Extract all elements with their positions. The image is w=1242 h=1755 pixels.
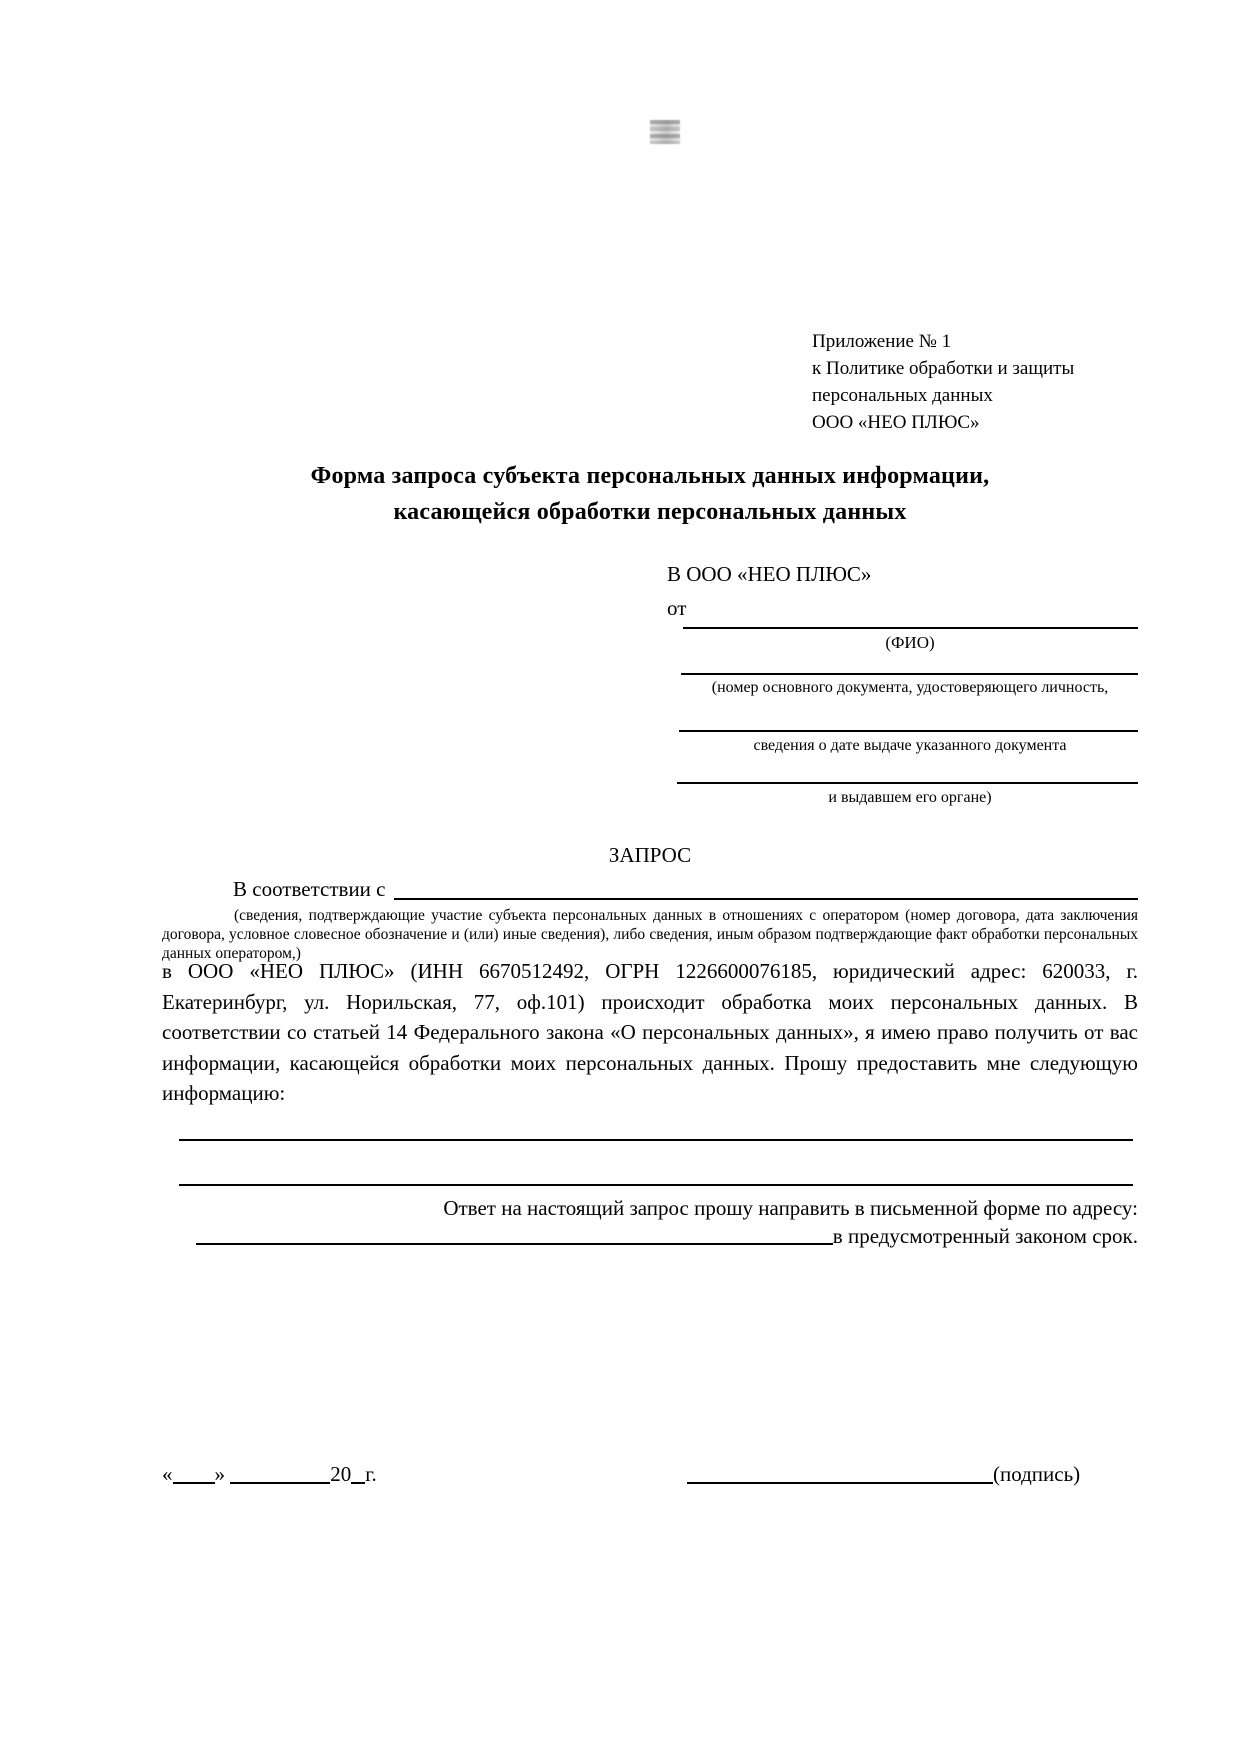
doc-number-fill-line	[681, 673, 1138, 675]
info-fill-line-1	[179, 1139, 1133, 1141]
doc-date-fill-line	[679, 730, 1138, 732]
date-quote-close: »	[214, 1462, 225, 1486]
info-fill-line-2	[179, 1184, 1133, 1186]
doc-issuer-fill-line	[677, 782, 1138, 784]
doc-issuer-caption: и выдавшем его органе)	[828, 789, 992, 806]
date-year-prefix: 20	[330, 1462, 352, 1486]
signature-line	[687, 1462, 1080, 1487]
date-year-fill-line	[351, 1478, 365, 1484]
form-title-line1: Форма запроса субъекта персональных данных информации,	[310, 463, 990, 489]
signature-caption: (подпись)	[993, 1462, 1081, 1486]
appendix-line: к Политике обработки и защиты	[812, 358, 1075, 379]
date-month-fill-line	[230, 1478, 330, 1484]
fio-fill-line	[683, 627, 1138, 629]
addressee-to: В ООО «НЕО ПЛЮС»	[667, 562, 872, 586]
reply-tail: в предусмотренный законом срок.	[832, 1224, 1138, 1248]
signature-fill-line	[687, 1478, 993, 1484]
reply-address-row	[196, 1224, 1138, 1249]
date-day-fill-line	[173, 1478, 215, 1484]
accordance-note: (сведения, подтверждающие участие субъекта персональных данных в отношениях с оператором (номер договора, дата заключения договора, условное словесное обозначение и (или) иные сведения), либо сведения, иным образом подтверждающие факт обработки персональных данных оператором,)	[162, 907, 1138, 962]
accordance-row	[162, 877, 1138, 903]
reply-request-line: Ответ на настоящий запрос прошу направить в письменной форме по адресу:	[443, 1196, 1138, 1220]
date-quote-open: «	[162, 1462, 173, 1486]
accordance-label: В соответствии с	[233, 877, 386, 901]
fio-caption: (ФИО)	[885, 633, 935, 652]
addressee-from: от	[667, 596, 687, 620]
doc-number-caption: (номер основного документа, удостоверяющего личность,	[711, 679, 1109, 696]
address-fill-line	[196, 1243, 833, 1245]
form-title-line2: касающейся обработки персональных данных	[393, 499, 907, 525]
appendix-line: ООО «НЕО ПЛЮС»	[812, 412, 980, 433]
appendix-line: Приложение № 1	[812, 331, 952, 352]
doc-date-caption: сведения о дате выдаче указанного документа	[753, 737, 1067, 754]
date-year-suffix: г.	[365, 1462, 377, 1486]
accordance-fill-line	[394, 898, 1139, 900]
form-title	[162, 458, 1138, 530]
date-line	[162, 1462, 377, 1487]
request-heading: ЗАПРОС	[608, 843, 692, 867]
request-body-paragraph: в ООО «НЕО ПЛЮС» (ИНН 6670512492, ОГРН 1226600076185, юридический адрес: 620033, г. Екатеринбург, ул. Норильская, 77, оф.101) происходит обработка моих персональных данных. В соответствии со статьей 14 Федерального закона «О персональных данных», я имею право получить от вас информации, касающейся обработки моих персональных данных. Прошу предоставить мне следующую информацию:	[162, 959, 1138, 1105]
logo-artifact-image	[650, 120, 680, 144]
appendix-line: персональных данных	[812, 385, 993, 406]
appendix-block	[812, 328, 1074, 436]
